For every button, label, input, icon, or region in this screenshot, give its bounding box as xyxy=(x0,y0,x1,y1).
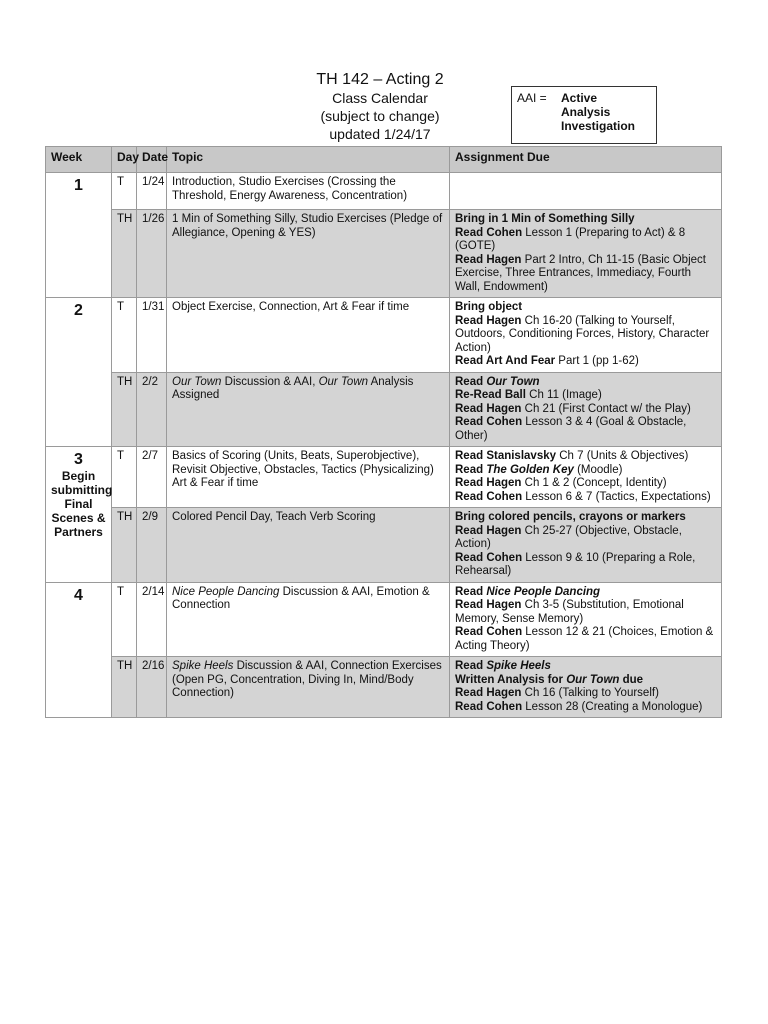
assignment-line xyxy=(455,687,716,701)
text-run: Read Hagen xyxy=(455,524,522,537)
topic-cell xyxy=(167,657,450,718)
text-run: Read Stanislavsky xyxy=(455,450,557,462)
day-cell: T xyxy=(112,173,137,210)
text-run: Analysis Assigned xyxy=(172,375,414,401)
day-cell: TH xyxy=(112,657,137,718)
text-run: Ch 16 (Talking to Yourself) xyxy=(521,687,659,699)
assignment-line xyxy=(455,626,716,653)
text-run: Bring in 1 Min of Something Silly xyxy=(455,213,635,225)
text-run: Nice People Dancing xyxy=(172,585,280,598)
assignment-line xyxy=(455,355,716,369)
table-row xyxy=(46,657,722,718)
text-run: Ch 11 (Image) xyxy=(525,389,602,401)
assignment-cell xyxy=(450,210,722,298)
aai-legend-line: Active xyxy=(561,91,598,105)
assignment-line xyxy=(455,586,716,600)
text-run: Discussion & AAI, xyxy=(221,375,319,388)
week-cell xyxy=(46,582,112,718)
assignment-line xyxy=(455,227,716,254)
assignment-line xyxy=(455,213,716,227)
date-cell: 1/31 xyxy=(137,298,167,373)
text-run: Read Cohen xyxy=(455,226,523,239)
text-run: Part 2 Intro, Ch 11-15 (Basic Object Exercise, Three Entrances, Immediacy, Fourth Wall, Endowment) xyxy=(455,253,706,293)
week-number: 1 xyxy=(74,177,83,194)
text-run: Discussion & AAI, Connection Exercises (Open PG, Concentration, Diving In, Mind/Body Connection) xyxy=(172,660,442,699)
text-run: Our Town xyxy=(172,375,222,388)
text-run: Nice People Dancing xyxy=(486,585,601,598)
day-cell: T xyxy=(112,582,137,657)
assignment-cell xyxy=(450,657,722,718)
text-run: Lesson 3 & 4 (Goal & Obstacle, Other) xyxy=(455,416,687,442)
assignment-line xyxy=(455,376,716,390)
text-run: Read Hagen xyxy=(455,253,522,266)
calendar-table xyxy=(45,146,722,718)
aai-legend-key: AAI = xyxy=(517,91,547,105)
date-cell: 1/26 xyxy=(137,210,167,298)
text-run: The Golden Key xyxy=(486,463,574,476)
text-run: Read xyxy=(455,585,487,598)
text-run: Bring object xyxy=(455,301,523,313)
assignment-line xyxy=(455,389,716,403)
day-cell: T xyxy=(112,298,137,373)
assignment-line xyxy=(455,301,716,315)
text-run: Written Analysis for xyxy=(455,673,567,686)
text-run: Read xyxy=(455,375,487,388)
assignment-line xyxy=(455,403,716,417)
assignment-cell xyxy=(450,173,722,210)
text-run: due xyxy=(619,673,644,686)
date-cell: 1/24 xyxy=(137,173,167,210)
table-row xyxy=(46,210,722,298)
assignment-line xyxy=(455,464,716,478)
column-header-day: Day xyxy=(112,147,137,173)
text-run: Our Town xyxy=(318,375,369,388)
day-cell: TH xyxy=(112,508,137,583)
text-run: Read Cohen xyxy=(455,626,523,638)
text-run: Part 1 (pp 1-62) xyxy=(555,355,639,367)
updated-date: updated 1/24/17 xyxy=(329,126,431,142)
table-row xyxy=(46,298,722,373)
document-subtitle: Class Calendar xyxy=(332,90,428,106)
text-run: (Moodle) xyxy=(573,463,623,476)
day-cell: TH xyxy=(112,210,137,298)
text-run: Lesson 9 & 10 (Preparing a Role, Rehearsal) xyxy=(455,551,696,577)
text-run: Read Cohen xyxy=(455,416,523,428)
text-run: Read Cohen xyxy=(455,490,523,503)
text-run: Our Town xyxy=(486,375,540,388)
text-run: Ch 25-27 (Objective, Obstacle, Action) xyxy=(455,524,682,550)
text-run: Spike Heels xyxy=(486,660,551,672)
table-header-row xyxy=(46,147,722,173)
assignment-line xyxy=(455,674,716,688)
text-run: Object Exercise, Connection, Art & Fear if time xyxy=(172,301,410,313)
topic-cell xyxy=(167,210,450,298)
table-row xyxy=(46,582,722,657)
assignment-line xyxy=(455,491,716,505)
text-run: Bring colored pencils, crayons or markers xyxy=(455,511,686,523)
table-row xyxy=(46,508,722,583)
assignment-line xyxy=(455,477,716,491)
text-run: Read Hagen xyxy=(455,402,522,415)
text-run: Basics of Scoring (Units, Beats, Superobjective), Revisit Objective, Obstacles, Tactics (Physicalizing) Art & Fear if time xyxy=(172,450,434,489)
assignment-cell xyxy=(450,298,722,373)
text-run: Read Cohen xyxy=(455,551,523,564)
text-run: 1 Min of Something Silly, Studio Exercises (Pledge of Allegiance, Opening & YES) xyxy=(172,213,443,239)
text-run: Discussion & AAI, Emotion & Connection xyxy=(172,585,430,611)
text-run: Lesson 6 & 7 (Tactics, Expectations) xyxy=(522,490,711,503)
column-header-week: Week xyxy=(46,147,112,173)
assignment-line xyxy=(455,315,716,356)
text-run: Re-Read Ball xyxy=(455,389,526,401)
text-run: Introduction, Studio Exercises (Crossing the Threshold, Energy Awareness, Concentration) xyxy=(172,176,408,202)
calendar-body xyxy=(46,173,722,718)
column-header-date: Date xyxy=(137,147,167,173)
text-run: Read Art And Fear xyxy=(455,355,556,367)
table-row xyxy=(46,173,722,210)
date-cell: 2/14 xyxy=(137,582,167,657)
text-run: Ch 3-5 (Substitution, Emotional Memory, Sense Memory) xyxy=(455,599,684,625)
week-cell xyxy=(46,298,112,447)
assignment-cell xyxy=(450,508,722,583)
text-run: Ch 1 & 2 (Concept, Identity) xyxy=(521,477,667,489)
assignment-cell xyxy=(450,372,722,447)
column-header-topic: Topic xyxy=(167,147,450,173)
text-run: Read Hagen xyxy=(455,599,522,611)
assignment-line xyxy=(455,525,716,552)
assignment-line xyxy=(455,416,716,443)
topic-cell xyxy=(167,372,450,447)
week-number: 2 xyxy=(74,302,83,319)
text-run: Lesson 12 & 21 (Choices, Emotion & Acting Theory) xyxy=(455,626,714,652)
aai-legend-value xyxy=(561,91,635,133)
assignment-line xyxy=(455,511,716,525)
week-cell xyxy=(46,173,112,298)
text-run: Read Hagen xyxy=(455,314,522,327)
text-run: Ch 21 (First Contact w/ the Play) xyxy=(521,402,691,415)
assignment-line xyxy=(455,599,716,626)
column-header-assignment: Assignment Due xyxy=(450,147,722,173)
text-run: Spike Heels xyxy=(172,660,234,672)
change-note: (subject to change) xyxy=(320,108,440,124)
assignment-line xyxy=(455,701,716,715)
assignment-line xyxy=(455,254,716,295)
date-cell: 2/2 xyxy=(137,372,167,447)
text-run: Our Town xyxy=(566,673,620,686)
text-run: Read xyxy=(455,463,487,476)
aai-legend-line: Investigation xyxy=(561,119,636,133)
text-run: Read Hagen xyxy=(455,477,522,489)
topic-cell xyxy=(167,508,450,583)
date-cell: 2/7 xyxy=(137,447,167,508)
day-cell: T xyxy=(112,447,137,508)
text-run: Ch 7 (Units & Objectives) xyxy=(556,450,689,462)
week-note: Begin submitting Final Scenes & Partners xyxy=(51,468,113,539)
date-cell: 2/9 xyxy=(137,508,167,583)
text-run: Colored Pencil Day, Teach Verb Scoring xyxy=(172,511,376,523)
assignment-cell xyxy=(450,582,722,657)
document-title: TH 142 – Acting 2 xyxy=(316,71,444,88)
assignment-line xyxy=(455,660,716,674)
assignment-cell xyxy=(450,447,722,508)
week-cell xyxy=(46,447,112,583)
week-number: 4 xyxy=(74,586,83,604)
topic-cell xyxy=(167,298,450,373)
assignment-line xyxy=(455,450,716,464)
aai-legend-box xyxy=(511,86,657,144)
text-run: Read xyxy=(455,660,487,672)
day-cell: TH xyxy=(112,372,137,447)
text-run: Lesson 28 (Creating a Monologue) xyxy=(522,700,703,713)
topic-cell xyxy=(167,582,450,657)
text-run: Lesson 1 (Preparing to Act) & 8 (GOTE) xyxy=(455,226,686,252)
assignment-line xyxy=(455,552,716,579)
topic-cell xyxy=(167,447,450,508)
date-cell: 2/16 xyxy=(137,657,167,718)
table-row xyxy=(46,447,722,508)
week-number: 3 xyxy=(74,451,83,468)
text-run: Read Cohen xyxy=(455,700,523,713)
document-header xyxy=(250,70,510,143)
aai-legend-line: Analysis xyxy=(561,105,611,119)
text-run: Read Hagen xyxy=(455,687,522,699)
text-run: Ch 16-20 (Talking to Yourself, Outdoors, Conditioning Forces, History, Character Action) xyxy=(455,314,710,354)
table-row xyxy=(46,372,722,447)
topic-cell xyxy=(167,173,450,210)
